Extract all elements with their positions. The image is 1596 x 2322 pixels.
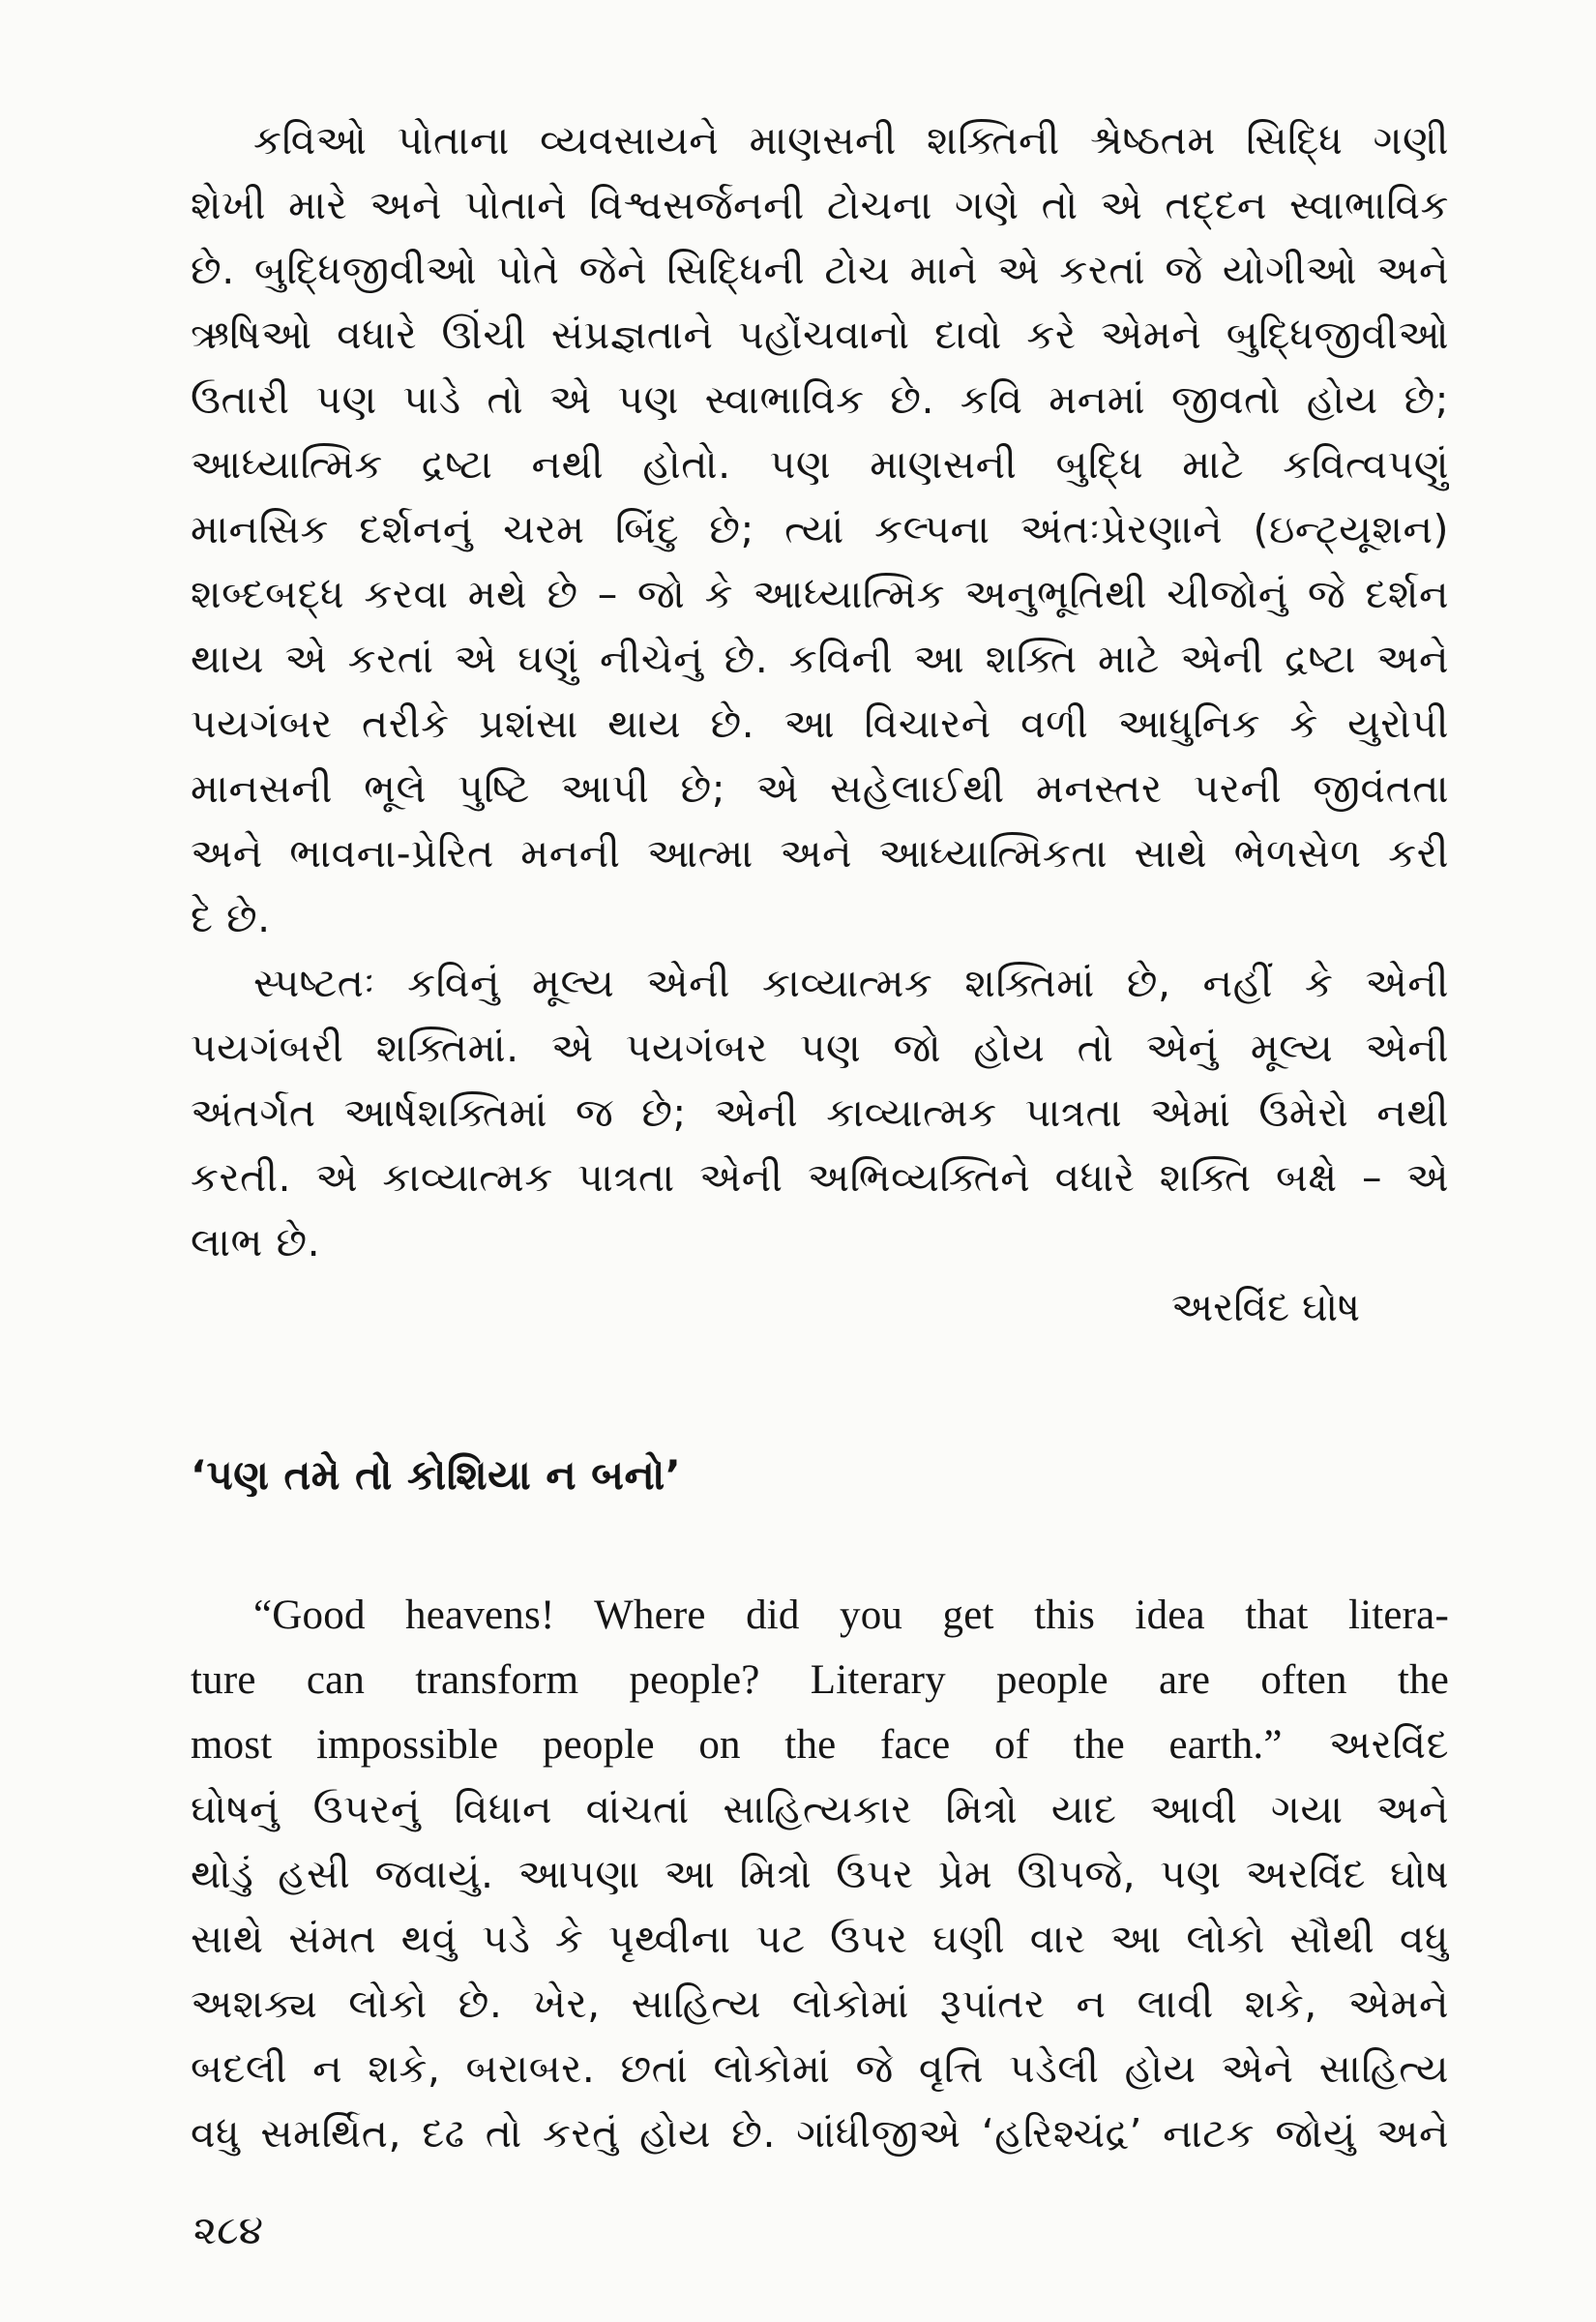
inline-author-name: અરવિંદ bbox=[1328, 1721, 1449, 1768]
text-line: માનસની ભૂલે પુષ્ટિ આપી છે; એ સહેલાઈથી મનસ્તર પરની જીવંતતા bbox=[191, 765, 1449, 812]
text-line: થોડું હસી જવાયું. આપણા આ મિત્રો ઉપર પ્રેમ ઊપજે, પણ અરવિંદ ઘોષ bbox=[191, 1851, 1449, 1897]
text-line: છે. બુદ્ધિજીવીઓ પોતે જેને સિદ્ધિની ટોચ માને એ કરતાં જે યોગીઓ અને bbox=[191, 247, 1449, 293]
text-line: અશક્ય લોકો છે. ખેર, સાહિત્ય લોકોમાં રૂપાંતર ન લાવી શકે, એમને bbox=[191, 1980, 1449, 2027]
text-line: ઋષિઓ વધારે ઊંચી સંપ્રજ્ઞતાને પહોંચવાનો દાવો કરે એમને બુદ્ધિજીવીઓ bbox=[191, 312, 1449, 358]
text-line: લાભ છે. bbox=[191, 1219, 321, 1265]
text-line: પયગંબરી શક્તિમાં. એ પયગંબર પણ જો હોય તો એનું મૂલ્ય એની bbox=[191, 1025, 1449, 1071]
text-line: થાય એ કરતાં એ ઘણું નીચેનું છે. કવિની આ શક્તિ માટે એની દ્રષ્ટા અને bbox=[191, 636, 1449, 682]
text-line: સાથે સંમત થવું પડે કે પૃથ્વીના પટ ઉપર ઘણી વાર આ લોકો સૌથી વધુ bbox=[191, 1916, 1449, 1962]
section-heading: ‘પણ તમે તો કોશિયા ન બનો’ bbox=[191, 1451, 682, 1499]
text-line: શબ્દબદ્ધ કરવા મથે છે – જો કે આધ્યાત્મિક અનુભૂતિથી ચીજોનું જે દર્શન bbox=[191, 571, 1449, 617]
text-line: પયગંબર તરીકે પ્રશંસા થાય છે. આ વિચારને વળી આધુનિક કે યુરોપી bbox=[191, 700, 1449, 747]
text-line: વધુ સમર્થિત, દઢ તો કરતું હોય છે. ગાંધીજીએ ‘હરિશ્ચંદ્ર’ નાટક જોયું અને bbox=[191, 2110, 1449, 2157]
text-line: અને ભાવના-પ્રેરિત મનની આત્મા અને આધ્યાત્મિકતા સાથે ભેળસેળ કરી bbox=[191, 830, 1449, 877]
text-line: ઉતારી પણ પાડે તો એ પણ સ્વાભાવિક છે. કવિ મનમાં જીવતો હોય છે; bbox=[191, 376, 1449, 423]
english-quote-end: most impossible people on the face of the earth.” bbox=[191, 1722, 1283, 1768]
essay-text-block bbox=[191, 108, 1449, 1340]
text-line: સ્પષ્ટતઃ કવિનું મૂલ્ય એની કાવ્યાત્મક શક્તિમાં છે, નહીં કે એની bbox=[253, 960, 1449, 1006]
text-line: અંતર્ગત આર્ષશક્તિમાં જ છે; એની કાવ્યાત્મક પાત્રતા એમાં ઉમેરો નથી bbox=[191, 1089, 1449, 1136]
page-number: ૨૮૪ bbox=[193, 2207, 264, 2253]
author-attribution: અરવિંદ ઘોષ bbox=[1170, 1284, 1360, 1330]
text-line: કવિઓ પોતાના વ્યવસાયને માણસની શક્તિની શ્રેષ્ઠતમ સિદ્ધિ ગણી bbox=[253, 117, 1449, 164]
text-line: દે છે. bbox=[191, 895, 271, 941]
section-text-block bbox=[191, 1583, 1449, 2166]
text-line-english: ture can transform people? Literary people are often the bbox=[191, 1657, 1449, 1703]
text-line: માનસિક દર્શનનું ચરમ બિંદુ છે; ત્યાં કલ્પના અંતઃપ્રેરણાને (ઇન્ટ્યૂશન) bbox=[191, 506, 1449, 552]
text-line: બદલી ન શકે, બરાબર. છતાં લોકોમાં જે વૃત્તિ પડેલી હોય એને સાહિત્ય bbox=[191, 2045, 1449, 2092]
text-line: ઘોષનું ઉપરનું વિધાન વાંચતાં સાહિત્યકાર મિત્રો યાદ આવી ગયા અને bbox=[191, 1786, 1449, 1832]
text-line: શેખી મારે અને પોતાને વિશ્વસર્જનની ટોચના ગણે તો એ તદ્દન સ્વાભાવિક bbox=[191, 182, 1449, 228]
text-line: કરતી. એ કાવ્યાત્મક પાત્રતા એની અભિવ્યક્તિને વધારે શક્તિ બક્ષે – એ bbox=[191, 1154, 1449, 1201]
text-line: આધ્યાત્મિક દ્રષ્ટા નથી હોતો. પણ માણસની બુદ્ધિ માટે કવિત્વપણું bbox=[191, 441, 1449, 488]
text-line-mixed bbox=[191, 1712, 1449, 1777]
text-line-english: “Good heavens! Where did you get this idea that litera- bbox=[253, 1593, 1449, 1638]
